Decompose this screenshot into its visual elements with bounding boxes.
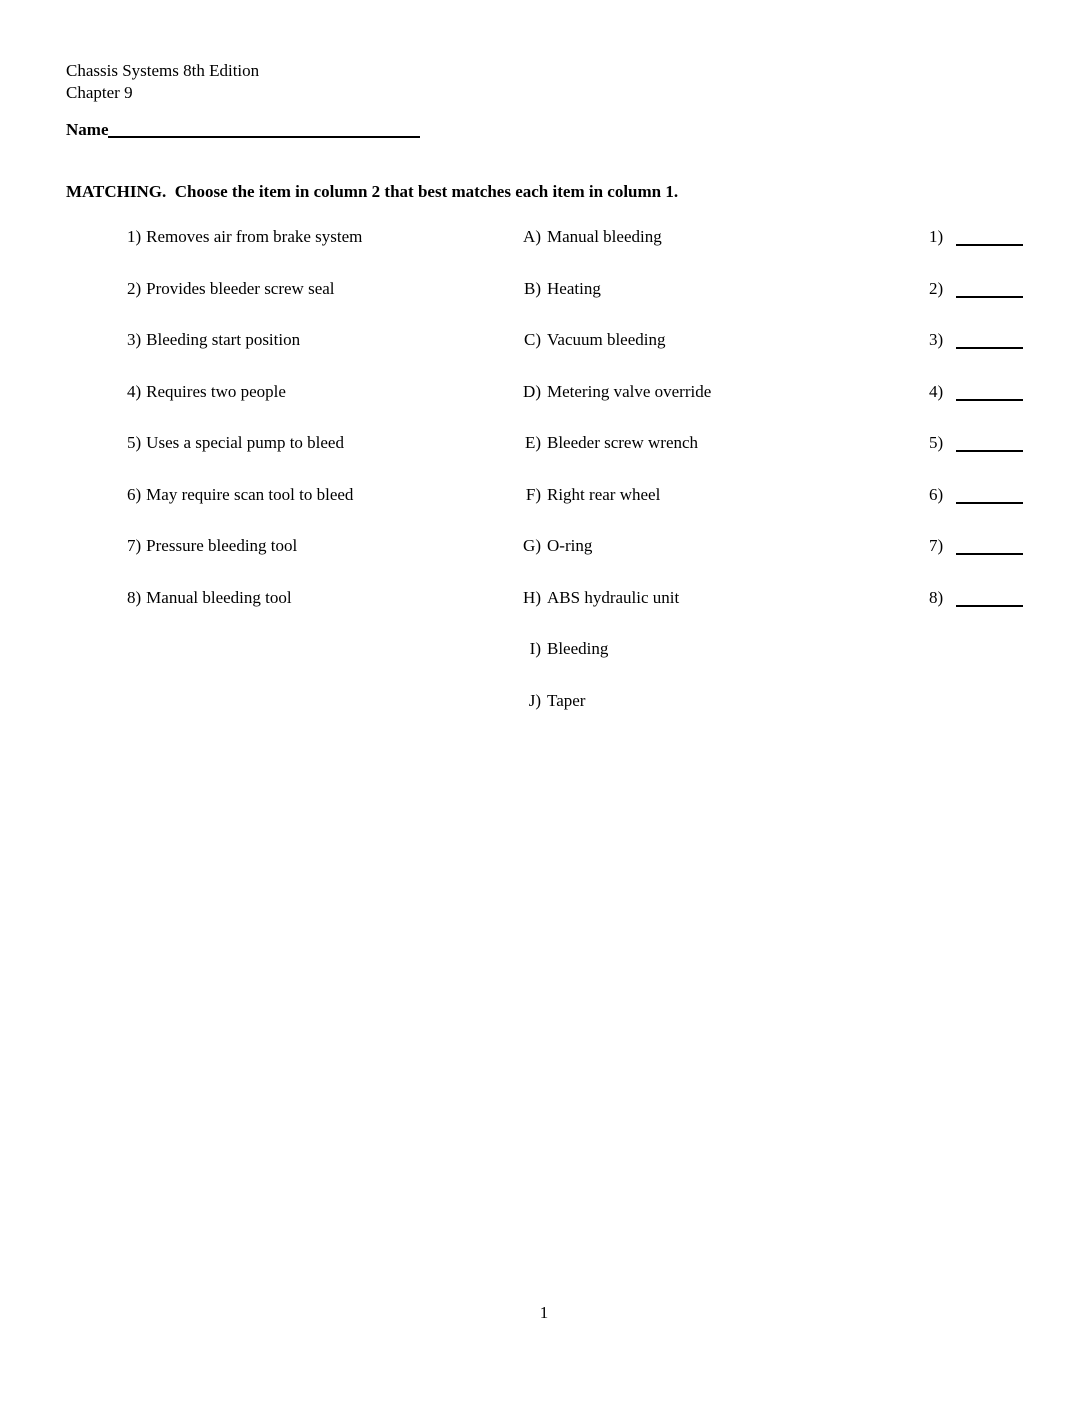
matching-row [0,227,1088,251]
item-text: Pressure bleeding tool [146,536,298,555]
answer-blank[interactable] [956,337,1023,349]
page-number: 1 [539,1303,549,1322]
item-text: Removes air from brake system [146,227,363,246]
option-letter: F) [525,485,541,504]
option-letter: E) [524,433,541,452]
column2-item [465,588,679,608]
item-text: Provides bleeder screw seal [146,279,335,298]
answer-blank[interactable] [956,389,1023,401]
name-label: Name [66,120,109,139]
column2-item [465,536,592,556]
option-letter: B) [524,279,541,298]
answer-blank[interactable] [956,543,1023,555]
answer-number: 7) [929,536,944,555]
column2-item [465,279,601,299]
column2-item [465,433,698,453]
item-text: Uses a special pump to bleed [146,433,344,452]
matching-row [0,639,1088,663]
option-text: Manual bleeding [547,227,662,246]
column1-item [127,330,300,350]
answer-blank[interactable] [956,595,1023,607]
item-number: 7) [127,536,142,555]
item-number: 2) [127,279,142,298]
option-letter: D) [523,382,541,401]
option-letter: J) [528,691,541,710]
matching-row [0,382,1088,406]
column2-item [465,382,711,402]
answer-blank[interactable] [956,234,1023,246]
answer-number: 8) [929,588,944,607]
matching-row [0,485,1088,509]
answer-blank[interactable] [956,440,1023,452]
option-text: O-ring [547,536,593,555]
column2-item [465,691,585,711]
item-text: May require scan tool to bleed [146,485,354,504]
answer-number: 2) [929,279,944,298]
item-number: 6) [127,485,142,504]
document-header [66,60,259,104]
answer-slot [929,382,1023,402]
item-number: 5) [127,433,142,452]
item-number: 3) [127,330,142,349]
answer-slot [929,227,1023,247]
item-number: 1) [127,227,142,246]
column2-item [465,227,662,247]
answer-slot [929,330,1023,350]
option-text: Taper [547,691,586,710]
option-letter: G) [523,536,541,555]
option-text: Vacuum bleeding [547,330,666,349]
matching-instructions: MATCHING. Choose the item in column 2 that best matches each item in column 1. [66,182,679,201]
item-text: Bleeding start position [146,330,301,349]
matching-row [0,279,1088,303]
column2-item [465,330,666,350]
answer-slot [929,433,1023,453]
answer-number: 6) [929,485,944,504]
column1-item [127,279,335,299]
option-letter: C) [524,330,541,349]
answer-slot [929,588,1023,608]
answer-blank[interactable] [956,492,1023,504]
column2-item [465,485,660,505]
answer-number: 1) [929,227,944,246]
option-text: Right rear wheel [547,485,661,504]
matching-row [0,691,1088,715]
answer-slot [929,536,1023,556]
item-number: 8) [127,588,142,607]
answer-slot [929,279,1023,299]
option-letter: I) [529,639,541,658]
option-text: ABS hydraulic unit [547,588,680,607]
option-text: Metering valve override [547,382,712,401]
option-text: Bleeder screw wrench [547,433,699,452]
column1-item [127,588,292,608]
option-letter: H) [523,588,541,607]
column2-item [465,639,608,659]
option-text: Heating [547,279,601,298]
name-blank[interactable] [108,124,420,138]
answer-slot [929,485,1023,505]
matching-row [0,536,1088,560]
item-text: Requires two people [146,382,286,401]
option-letter: A) [523,227,541,246]
column1-item [127,382,286,402]
document-title: Chassis Systems 8th Edition [66,61,260,80]
answer-blank[interactable] [956,286,1023,298]
matching-row [0,433,1088,457]
matching-row [0,588,1088,612]
answer-number: 4) [929,382,944,401]
item-text: Manual bleeding tool [146,588,292,607]
item-number: 4) [127,382,142,401]
column1-item [127,536,297,556]
column1-item [127,433,344,453]
answer-number: 5) [929,433,944,452]
column1-item [127,227,362,247]
matching-row [0,330,1088,354]
chapter-label: Chapter 9 [66,83,133,102]
option-text: Bleeding [547,639,609,658]
name-row [66,120,420,140]
answer-number: 3) [929,330,944,349]
column1-item [127,485,353,505]
